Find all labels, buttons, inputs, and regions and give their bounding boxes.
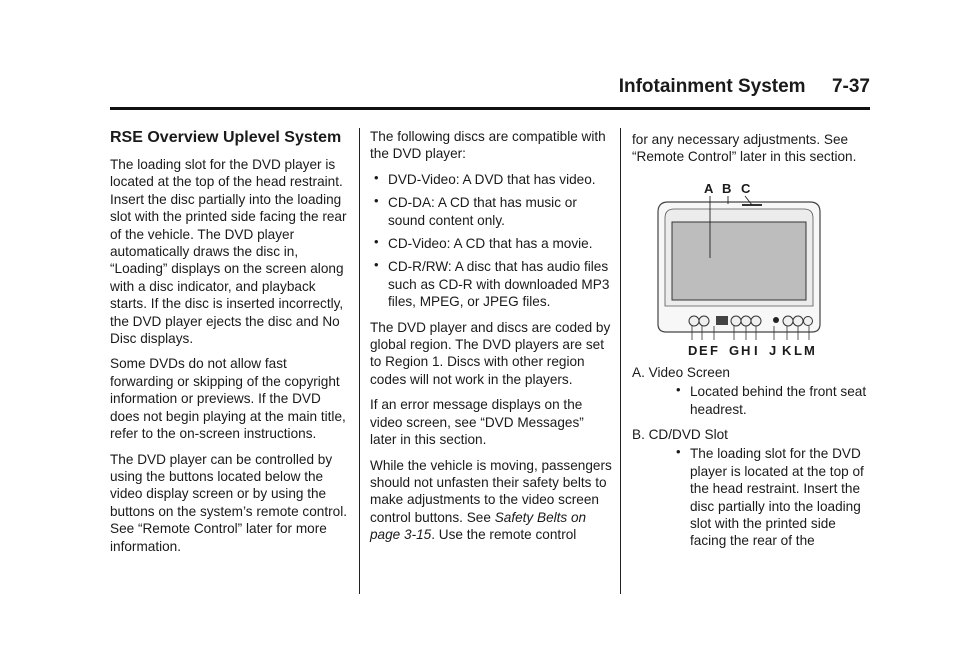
figure-label-d: D bbox=[688, 342, 698, 358]
paragraph-safety: While the vehicle is moving, passengers should not unfasten their safety belts to make adjustments to the video screen control buttons. See Safety Belts on page 3-15. Use the remote control bbox=[370, 457, 612, 543]
header-rule bbox=[110, 107, 870, 110]
figure-label-b: B bbox=[722, 180, 732, 196]
rse-unit-drawing bbox=[632, 180, 872, 358]
disc-type-list bbox=[370, 171, 614, 311]
column-1 bbox=[110, 128, 350, 563]
legend-label: A. Video Screen bbox=[632, 364, 730, 380]
column-3 bbox=[632, 131, 872, 558]
figure-label-h: H bbox=[741, 342, 751, 358]
figure-label-g: G bbox=[729, 342, 740, 358]
column-2 bbox=[370, 128, 614, 552]
paragraph-controls: The DVD player can be controlled by using the buttons located below the video display screen or by using the buttons on the system’s remote control. See “Remote Control” later for more information. bbox=[110, 451, 348, 554]
figure-label-f: F bbox=[710, 342, 718, 358]
paragraph-region: The DVD player and discs are coded by global region. The DVD players are set to Region 1. Discs with other region codes will not work in the players. bbox=[370, 319, 611, 387]
paragraph-error-message: If an error message displays on the video screen, see “DVD Messages” later in this section. bbox=[370, 397, 584, 448]
legend-item-cd-dvd-slot bbox=[632, 426, 872, 550]
figure-label-e: E bbox=[699, 342, 708, 358]
paragraph-adjustments: for any necessary adjustments. See “Remote Control” later in this section. bbox=[632, 132, 857, 165]
figure-label-i: I bbox=[754, 342, 758, 358]
header-title: Infotainment System 7-37 bbox=[618, 76, 870, 97]
page-header bbox=[110, 76, 870, 110]
list-item: • DVD-Video: A DVD that has video. bbox=[370, 171, 614, 188]
figure-label-j: J bbox=[769, 342, 777, 358]
section-heading: RSE Overview Uplevel System bbox=[110, 129, 342, 146]
paragraph-fast-forwarding: Some DVDs do not allow fast forwarding or skipping of the copyright information or previews. If the DVD does not begin playing at the main title, refer to the on-screen instructions. bbox=[110, 356, 346, 442]
list-item: • The loading slot for the DVD player is located at the top of the head restraint. Insert the disc partially into the loading slot with the printed side facing the rear of the bbox=[672, 445, 872, 549]
column-divider-2 bbox=[620, 128, 621, 594]
list-item: • CD-Video: A CD that has a movie. bbox=[370, 235, 614, 252]
list-item: • CD-DA: A CD that has music or sound content only. bbox=[370, 194, 614, 229]
list-item: • Located behind the front seat headrest. bbox=[672, 383, 872, 418]
figure-label-l: L bbox=[794, 342, 802, 358]
legend-item-video-screen bbox=[632, 364, 872, 418]
paragraph-compatible-discs: The following discs are compatible with the DVD player: bbox=[370, 129, 606, 162]
figure-label-a: A bbox=[704, 180, 714, 196]
figure-label-k: K bbox=[782, 342, 792, 358]
figure-label-c: C bbox=[741, 180, 751, 196]
legend-label: B. CD/DVD Slot bbox=[632, 427, 728, 443]
list-item: • CD-R/RW: A disc that has audio files such as CD-R with downloaded MP3 files, MPEG, or JPEG files. bbox=[370, 258, 614, 310]
figure-label-m: M bbox=[804, 342, 815, 358]
paragraph-loading-slot: The loading slot for the DVD player is located at the top of the head restraint. Insert the disc partially into the loading slot with the printed side facing the rear of the vehicle. The DVD player automatically draws the disc in, “Loading” displays on the screen along with a disc indicator, and playback starts. If the disc is inserted incorrectly, the DVD player ejects the disc and No Disc displays. bbox=[110, 157, 347, 347]
safety-belts-link[interactable]: Safety Belts on page 3-15 bbox=[370, 509, 587, 543]
rse-overview-figure bbox=[632, 180, 872, 358]
column-divider-1 bbox=[359, 128, 360, 594]
